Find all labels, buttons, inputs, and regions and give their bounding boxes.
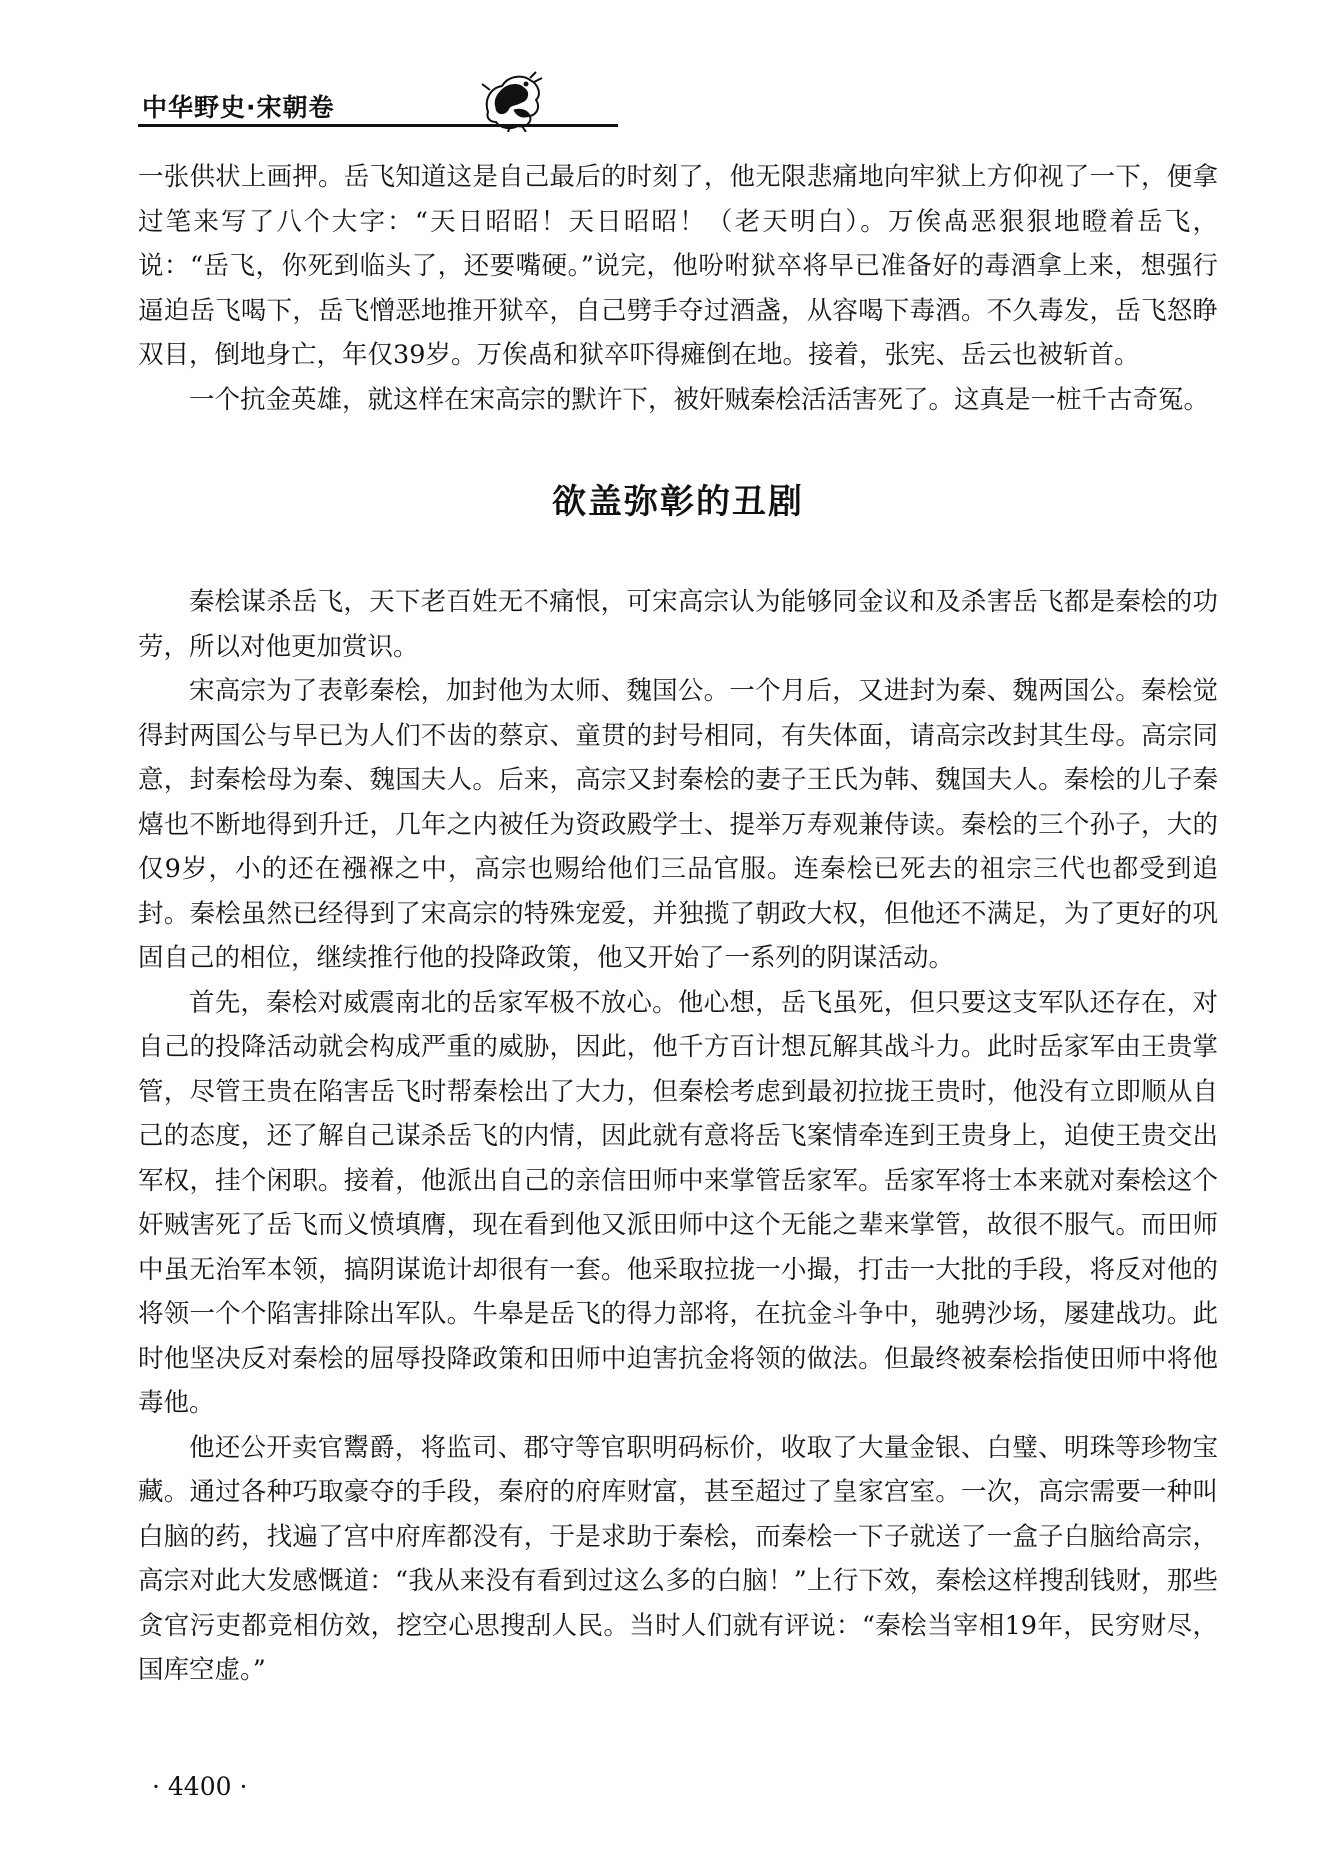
running-title: 中华野史·宋朝卷 bbox=[142, 93, 335, 122]
page-body bbox=[138, 155, 1218, 1693]
paragraph: 秦桧谋杀岳飞，天下老百姓无不痛恨，可宋高宗认为能够同金议和及杀害岳飞都是秦桧的功劳，所以对他更加赏识。 bbox=[138, 587, 1218, 662]
paragraph: 他还公开卖官鬻爵，将监司、郡守等官职明码标价，收取了大量金银、白璧、明珠等珍物宝藏。通过各种巧取豪夺的手段，秦府的府库财富，甚至超过了皇家宫室。一次，高宗需要一种叫白脑的药，找遍了宫中府库都没有，于是求助于秦桧，而秦桧一下子就送了一盒子白脑给高宗，高宗对此大发感慨道：“我从来没有看到过这么多的白脑！”上行下效，秦桧这样搜刮钱财，那些贪官污吏都竞相仿效，挖空心思搜刮人民。当时人们就有评说：“秦桧当宰相19年，民穷财尽，国库空虚。” bbox=[138, 1432, 1218, 1685]
page-number: · 4400 · bbox=[152, 1772, 248, 1801]
header-rule bbox=[138, 124, 618, 127]
section-title: 欲盖弥彰的丑剧 bbox=[552, 482, 804, 522]
paragraph: 首先，秦桧对威震南北的岳家军极不放心。他心想，岳飞虽死，但只要这支军队还存在，对自己的投降活动就会构成严重的威胁，因此，他千方百计想瓦解其战斗力。此时岳家军由王贵掌管，尽管王贵在陷害岳飞时帮秦桧出了大力，但秦桧考虑到最初拉拢王贵时，他没有立即顺从自己的态度，还了解自己谋杀岳飞的内情，因此就有意将岳飞案情牵连到王贵身上，迫使王贵交出军权，挂个闲职。接着，他派出自己的亲信田师中来掌管岳家军。岳家军将士本来就对秦桧这个奸贼害死了岳飞而义愤填膺，现在看到他又派田师中这个无能之辈来掌管，故很不服气。而田师中虽无治军本领，搞阴谋诡计却很有一套。他采取拉拢一小撮，打击一大批的手段，将反对他的将领一个个陷害排除出军队。牛皋是岳飞的得力部将，在抗金斗争中，驰骋沙场，屡建战功。此时他坚决反对秦桧的屈辱投降政策和田师中迫害抗金将领的做法。但最终被秦桧指使田师中将他毒他。 bbox=[138, 987, 1218, 1418]
paragraph: 一个抗金英雄，就这样在宋高宗的默许下，被奸贼秦桧活活害死了。这真是一桩千古奇冤。 bbox=[189, 384, 1210, 415]
paragraph-continued: 一张供状上画押。岳飞知道这是自己最后的时刻了，他无限悲痛地向牢狱上方仰视了一下，便拿过笔来写了八个大字：“天日昭昭！天日昭昭！（老天明白）。万俟卨恶狠狠地瞪着岳飞，说：“岳飞，你死到临头了，还要嘴硬。”说完，他吩咐狱卒将早已准备好的毒酒拿上来，想强行逼迫岳飞喝下，岳飞憎恶地推开狱卒，自己劈手夺过酒盏，从容喝下毒酒。不久毒发，岳飞怒睁双目，倒地身亡，年仅39岁。万俟卨和狱卒吓得瘫倒在地。接着，张宪、岳云也被斩首。 bbox=[138, 162, 1218, 370]
paragraph: 宋高宗为了表彰秦桧，加封他为太师、魏国公。一个月后，又进封为秦、魏两国公。秦桧觉得封两国公与早已为人们不齿的蔡京、童贯的封号相同，有失体面，请高宗改封其生母。高宗同意，封秦桧母为秦、魏国夫人。后来，高宗又封秦桧的妻子王氏为韩、魏国夫人。秦桧的儿子秦熺也不断地得到升迁，几年之内被任为资政殿学士、提举万寿观兼侍读。秦桧的三个孙子，大的仅9岁，小的还在襁褓之中，高宗也赐给他们三品官服。连秦桧已死去的祖宗三代也都受到追封。秦桧虽然已经得到了宋高宗的特殊宠爱，并独揽了朝政大权，但他还不满足，为了更好的巩固自己的相位，继续推行他的投降政策，他又开始了一系列的阴谋活动。 bbox=[138, 676, 1218, 973]
dragon-emblem-icon bbox=[480, 70, 546, 132]
page-header bbox=[138, 80, 1218, 130]
